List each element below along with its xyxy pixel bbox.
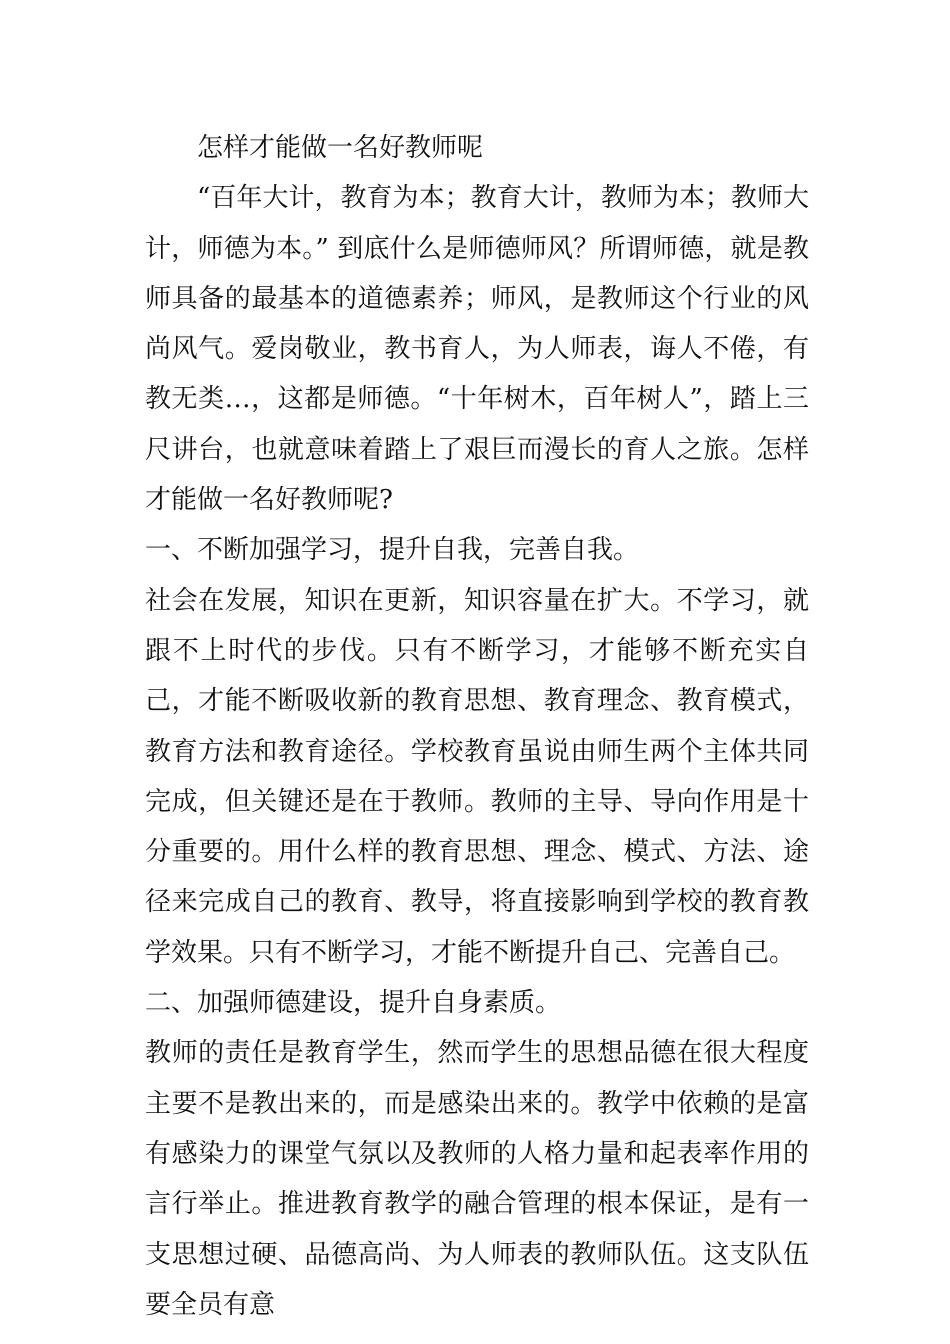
section-heading-1: 一、不断加强学习，提升自我，完善自我。 xyxy=(145,535,640,566)
document-title: 怎样才能做一名好教师呢 xyxy=(197,133,484,163)
section-body-2: 教师的责任是教育学生，然而学生的思想品德在很大程度主要不是教出来的，而是感染出来的。教学中依赖的是富有感染力的课堂气氛以及教师的人格力量和起表率作用的言行举止。推进教育教学的融合管理的根本保证，是有一支思想过硬、品德高尚、为人师表的教师队伍。这支队伍要全员有意 xyxy=(145,1038,809,1320)
intro-paragraph: “百年大计，教育为本；教育大计，教师为本；教师大计，师德为本。” 到底什么是师德师风？所谓师德，就是教师具备的最基本的道德素养；师风，是教师这个行业的风尚风气。爱岗敬业，教书育人，为人师表，诲人不倦，有教无类…，这都是师德。“十年树木，百年树人”，踏上三尺讲台，也就意味着踏上了艰巨而漫长的育人之旅。怎样才能做一名好教师呢? xyxy=(145,183,809,516)
section-heading-2: 二、加强师德建设，提升自身素质。 xyxy=(145,988,562,1019)
section-body-1: 社会在发展，知识在更新，知识容量在扩大。不学习，就跟不上时代的步伐。只有不断学习，才能够不断充实自己，才能不断吸收新的教育思想、教育理念、教育模式，教育方法和教育途径。学校教育虽说由师生两个主体共同完成，但关键还是在于教师。教师的主导、导向作用是十分重要的。用什么样的教育思想、理念、模式、方法、途径来完成自己的教育、教导，将直接影响到学校的教育教学效果。只有不断学习，才能不断提升自己、完善自己。 xyxy=(145,585,809,968)
document-body xyxy=(145,123,809,1330)
